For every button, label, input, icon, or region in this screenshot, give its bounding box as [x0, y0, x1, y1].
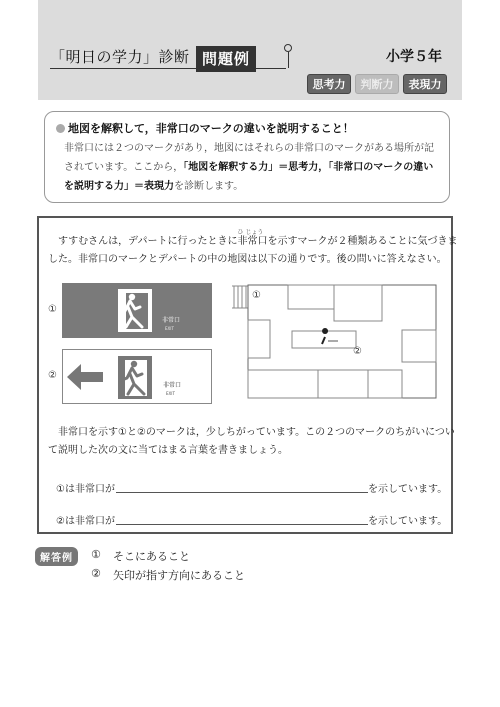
department-store-map [230, 284, 440, 400]
body-line-1-text: 非常口を示す①と②のマークは，少しちがっています。この２つのマークのちがいについ [58, 427, 455, 438]
goal-line-2-bold: 「地図を解釈する力」＝思考力，「非常口のマークの違い [183, 162, 434, 173]
mark-1-number: ① [48, 304, 57, 315]
goal-line-1: 非常口には２つのマークがあり，地図にはそれらの非常口のマークがある場所が記 [64, 143, 434, 154]
ruby-word [237, 229, 268, 251]
arrow-left-running-man-icon [63, 350, 213, 405]
goal-line-3-plain: を診断します。 [174, 181, 244, 192]
answer-example-1-number: ① [91, 548, 101, 561]
title-ring-decoration [284, 44, 292, 52]
grade-label: 小学５年 [386, 49, 442, 65]
sign-2-jp: 非常口 [163, 382, 182, 389]
goal-heading-text: 地図を解釈して，非常口のマークの違いを説明すること！ [68, 122, 354, 135]
ruby-reading: ひ じょう [237, 229, 264, 236]
answer-2-suffix: を示しています。 [368, 516, 448, 527]
goal-line-2 [64, 158, 442, 177]
skill-badge-thinking: 思考力 [307, 74, 351, 94]
exit-sign-1 [62, 283, 212, 338]
answer-1-prefix: ①は非常口が [56, 484, 115, 495]
skill-badge-expression: 表現力 [403, 74, 447, 94]
sign-2-en: EXIT [166, 391, 175, 396]
mark-2-number: ② [48, 370, 57, 381]
body-line-2: て説明した次の文に当てはまる言葉を書きましょう。 [48, 445, 288, 456]
goal-line-3-bold: を説明する力」＝表現力 [64, 181, 174, 192]
answer-example-1-text: そこにあること [113, 550, 190, 563]
intro-line-1 [48, 229, 458, 251]
sign-1-en: EXIT [165, 326, 174, 331]
page-title: 「明日の学力」診断 [50, 48, 190, 66]
answer-2-prefix: ②は非常口が [56, 516, 115, 527]
bullet-dot-icon [56, 124, 65, 133]
answer-1-blank[interactable] [116, 492, 368, 493]
question-body [48, 424, 455, 460]
running-man-door-icon [62, 283, 212, 338]
skill-badge-judgment: 判断力 [355, 74, 399, 94]
intro-line-2: した。非常口のマークとデパートの中の地図は以下の通りです。後の問いに答えなさい。 [48, 254, 447, 265]
intro-text-b: を示すマークが２種類あることに気づきま [267, 236, 458, 247]
ruby-base: 非常口 [237, 236, 268, 247]
answer-2-blank[interactable] [116, 524, 368, 525]
goal-description [64, 139, 442, 196]
question-intro [48, 229, 458, 269]
title-hook-decoration [288, 52, 289, 68]
answer-example-2-number: ② [91, 567, 101, 580]
goal-heading [56, 120, 354, 136]
map-label-1: ① [252, 290, 261, 301]
answer-1-suffix: を示しています。 [368, 484, 448, 495]
problem-example-badge: 問題例 [196, 46, 256, 72]
map-label-2: ② [353, 346, 362, 357]
sign-1-jp: 非常口 [162, 317, 181, 324]
goal-line-3 [64, 177, 442, 196]
intro-text-a: すすむさんは，デパートに行ったときに [58, 236, 238, 247]
answer-example-2-text: 矢印が指す方向にあること [113, 569, 245, 582]
exit-sign-2 [62, 349, 212, 404]
title-underline [50, 68, 286, 69]
answer-example-badge: 解答例 [35, 547, 78, 566]
body-line-1 [48, 424, 455, 442]
goal-line-2-plain: されています。ここから， [64, 162, 184, 173]
